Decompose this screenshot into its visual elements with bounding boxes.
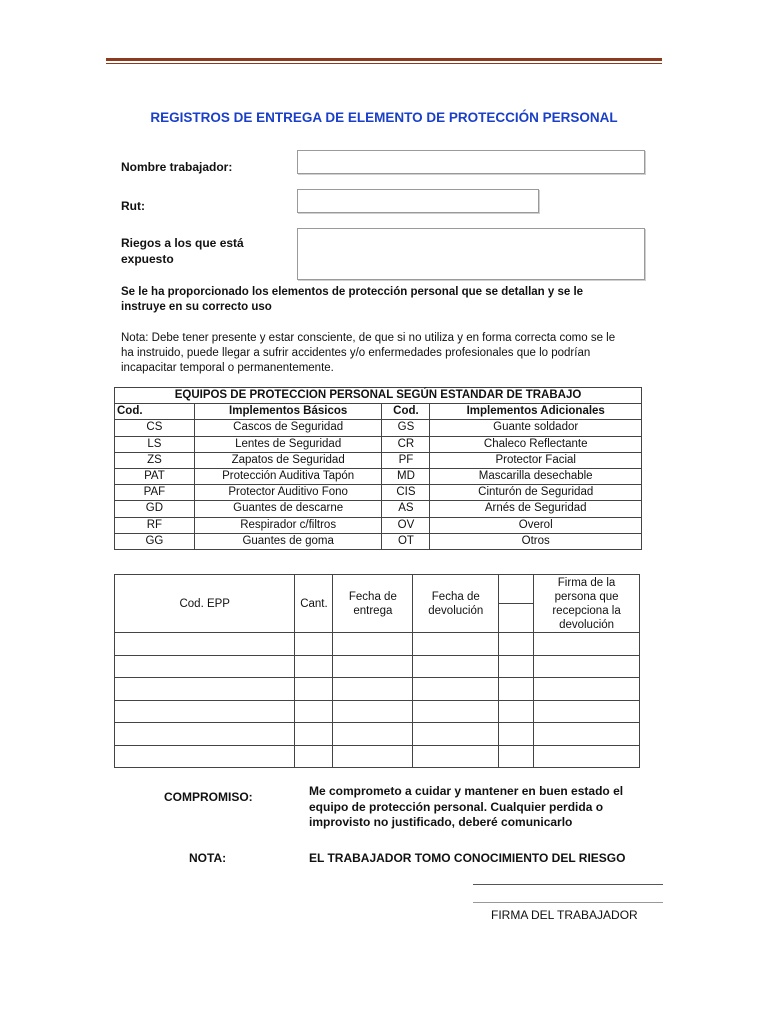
epp-cod-adicional: PF <box>382 452 430 468</box>
epp-header-cod-1: Cod. <box>115 404 195 420</box>
epp-implemento-basico: Guantes de descarne <box>194 501 382 517</box>
epp-cod-basico: GG <box>115 533 195 549</box>
epp-implemento-basico: Lentes de Seguridad <box>194 436 382 452</box>
epp-cod-adicional: OT <box>382 533 430 549</box>
intro-line2: instruye en su correcto uso <box>121 301 272 313</box>
cell-cod-epp[interactable] <box>115 633 295 656</box>
header-cant <box>295 575 333 633</box>
rut-label: Rut: <box>121 199 145 213</box>
epp-implemento-adicional: Otros <box>430 533 642 549</box>
cell-fecha-devolucion[interactable] <box>413 633 499 656</box>
cell-fecha-entrega[interactable] <box>333 700 413 723</box>
header-fecha-devolucion <box>413 575 499 633</box>
top-rule <box>106 58 662 61</box>
epp-cod-basico: PAF <box>115 485 195 501</box>
epp-implemento-basico: Protector Auditivo Fono <box>194 485 382 501</box>
epp-implemento-basico: Protección Auditiva Tapón <box>194 468 382 484</box>
epp-header-cod-2: Cod. <box>382 404 430 420</box>
header-blank-top <box>499 575 534 604</box>
rut-field[interactable] <box>297 189 539 213</box>
delivery-row <box>115 633 640 656</box>
cell-firma[interactable] <box>534 655 640 678</box>
epp-row <box>115 485 642 501</box>
cell-cant[interactable] <box>295 723 333 746</box>
epp-implemento-adicional: Overol <box>430 517 642 533</box>
signature-line-2 <box>473 902 663 903</box>
epp-table-body <box>115 420 642 550</box>
epp-implemento-adicional: Protector Facial <box>430 452 642 468</box>
epp-cod-adicional: GS <box>382 420 430 436</box>
cell-firma[interactable] <box>534 745 640 768</box>
epp-header-adicionales: Implementos Adicionales <box>430 404 642 420</box>
epp-row <box>115 436 642 452</box>
cell-firma[interactable] <box>534 633 640 656</box>
cell-blank[interactable] <box>499 633 534 656</box>
cell-blank[interactable] <box>499 678 534 701</box>
cell-blank[interactable] <box>499 655 534 678</box>
epp-cod-basico: PAT <box>115 468 195 484</box>
intro-line1: Se le ha proporcionado los elementos de protección personal que se detallan y se le <box>121 286 584 298</box>
epp-cod-basico: ZS <box>115 452 195 468</box>
header-firma <box>534 575 640 633</box>
header-fecha-entrega <box>333 575 413 633</box>
epp-cod-adicional: OV <box>382 517 430 533</box>
cell-fecha-devolucion[interactable] <box>413 678 499 701</box>
header-firma-2: persona que <box>554 590 619 603</box>
nota-line1: Nota: Debe tener presente y estar consciente, de que si no utiliza y en forma correcta como se le <box>121 332 616 344</box>
header-cod-epp: Cod. EPP <box>115 575 295 633</box>
cell-cant[interactable] <box>295 745 333 768</box>
epp-table <box>114 387 642 550</box>
epp-cod-basico: RF <box>115 517 195 533</box>
epp-row <box>115 468 642 484</box>
header-cant-text: Cant. <box>300 597 328 610</box>
delivery-row <box>115 745 640 768</box>
epp-implemento-basico: Zapatos de Seguridad <box>194 452 382 468</box>
cell-cod-epp[interactable] <box>115 700 295 723</box>
delivery-row <box>115 655 640 678</box>
cell-cant[interactable] <box>295 678 333 701</box>
nota-final-label: NOTA: <box>189 851 227 865</box>
cell-fecha-devolucion[interactable] <box>413 723 499 746</box>
epp-row <box>115 452 642 468</box>
epp-implemento-adicional: Mascarilla desechable <box>430 468 642 484</box>
compromiso-line3: improvisto no justificado, deberé comunicarlo <box>309 815 573 829</box>
epp-implemento-adicional: Cinturón de Seguridad <box>430 485 642 501</box>
epp-cod-basico: CS <box>115 420 195 436</box>
epp-cod-basico: LS <box>115 436 195 452</box>
header-firma-4: devolución <box>559 618 615 631</box>
delivery-table <box>114 574 640 768</box>
cell-cod-epp[interactable] <box>115 745 295 768</box>
epp-cod-adicional: CR <box>382 436 430 452</box>
epp-header-basicos: Implementos Básicos <box>194 404 382 420</box>
epp-implemento-basico: Respirador c/filtros <box>194 517 382 533</box>
cell-fecha-entrega[interactable] <box>333 655 413 678</box>
firma-trabajador-label: FIRMA DEL TRABAJADOR <box>491 908 638 922</box>
cell-fecha-devolucion[interactable] <box>413 655 499 678</box>
cell-blank[interactable] <box>499 723 534 746</box>
cell-cod-epp[interactable] <box>115 678 295 701</box>
header-fecha-entrega-1: Fecha de <box>348 590 397 603</box>
epp-implemento-basico: Guantes de goma <box>194 533 382 549</box>
header-fecha-devolucion-1: Fecha de <box>431 590 480 603</box>
compromiso-line2: equipo de protección personal. Cualquier perdida o <box>309 799 604 814</box>
intro-text <box>121 285 651 315</box>
epp-implemento-adicional: Guante soldador <box>430 420 642 436</box>
nombre-field[interactable] <box>297 150 645 174</box>
cell-fecha-entrega[interactable] <box>333 678 413 701</box>
riesgos-label-line2: expuesto <box>121 252 174 266</box>
epp-implemento-adicional: Arnés de Seguridad <box>430 501 642 517</box>
nota-text <box>121 331 661 376</box>
cell-cod-epp[interactable] <box>115 723 295 746</box>
epp-implemento-basico: Cascos de Seguridad <box>194 420 382 436</box>
epp-table-title: EQUIPOS DE PROTECCION PERSONAL SEGÚN ESTANDAR DE TRABAJO <box>115 388 642 404</box>
riesgos-label-line1: Riegos a los que está <box>121 236 244 250</box>
nota-line2: ha instruido, puede llegar a sufrir accidentes y/o enfermedades profesionales que lo podrían <box>121 347 591 359</box>
epp-row <box>115 420 642 436</box>
delivery-row <box>115 678 640 701</box>
nombre-label: Nombre trabajador: <box>121 160 233 174</box>
cell-firma[interactable] <box>534 723 640 746</box>
cell-firma[interactable] <box>534 678 640 701</box>
riesgos-label <box>121 235 244 267</box>
epp-row <box>115 517 642 533</box>
cell-cant[interactable] <box>295 633 333 656</box>
nota-line3: incapacitar temporal o permanentemente. <box>121 362 334 374</box>
cell-firma[interactable] <box>534 700 640 723</box>
epp-row <box>115 533 642 549</box>
cell-fecha-entrega[interactable] <box>333 633 413 656</box>
header-blank-bottom <box>499 604 534 633</box>
epp-cod-adicional: AS <box>382 501 430 517</box>
cell-cod-epp[interactable] <box>115 655 295 678</box>
delivery-row <box>115 700 640 723</box>
cell-fecha-entrega[interactable] <box>333 723 413 746</box>
cell-blank[interactable] <box>499 745 534 768</box>
delivery-table-body <box>115 633 640 768</box>
header-firma-1: Firma de la <box>557 576 616 589</box>
compromiso-label: COMPROMISO: <box>164 790 253 804</box>
delivery-row <box>115 723 640 746</box>
epp-cod-adicional: MD <box>382 468 430 484</box>
epp-implemento-adicional: Chaleco Reflectante <box>430 436 642 452</box>
nota-final-text: EL TRABAJADOR TOMO CONOCIMIENTO DEL RIESGO <box>309 851 626 865</box>
cell-fecha-devolucion[interactable] <box>413 745 499 768</box>
cell-fecha-devolucion[interactable] <box>413 700 499 723</box>
signature-line-1 <box>473 884 663 885</box>
cell-cant[interactable] <box>295 700 333 723</box>
compromiso-text <box>309 784 649 831</box>
header-fecha-devolucion-2: devolución <box>428 604 484 617</box>
epp-cod-basico: GD <box>115 501 195 517</box>
header-firma-3: recepciona la <box>552 604 621 617</box>
epp-row <box>115 501 642 517</box>
top-rule-thin <box>106 63 662 64</box>
cell-fecha-entrega[interactable] <box>333 745 413 768</box>
document-title: REGISTROS DE ENTREGA DE ELEMENTO DE PROTECCIÓN PERSONAL <box>150 110 618 125</box>
cell-blank[interactable] <box>499 700 534 723</box>
header-fecha-entrega-2: entrega <box>353 604 393 617</box>
riesgos-field[interactable] <box>297 228 645 280</box>
compromiso-line1: Me comprometo a cuidar y mantener en buen estado el <box>309 784 624 798</box>
cell-cant[interactable] <box>295 655 333 678</box>
epp-cod-adicional: CIS <box>382 485 430 501</box>
